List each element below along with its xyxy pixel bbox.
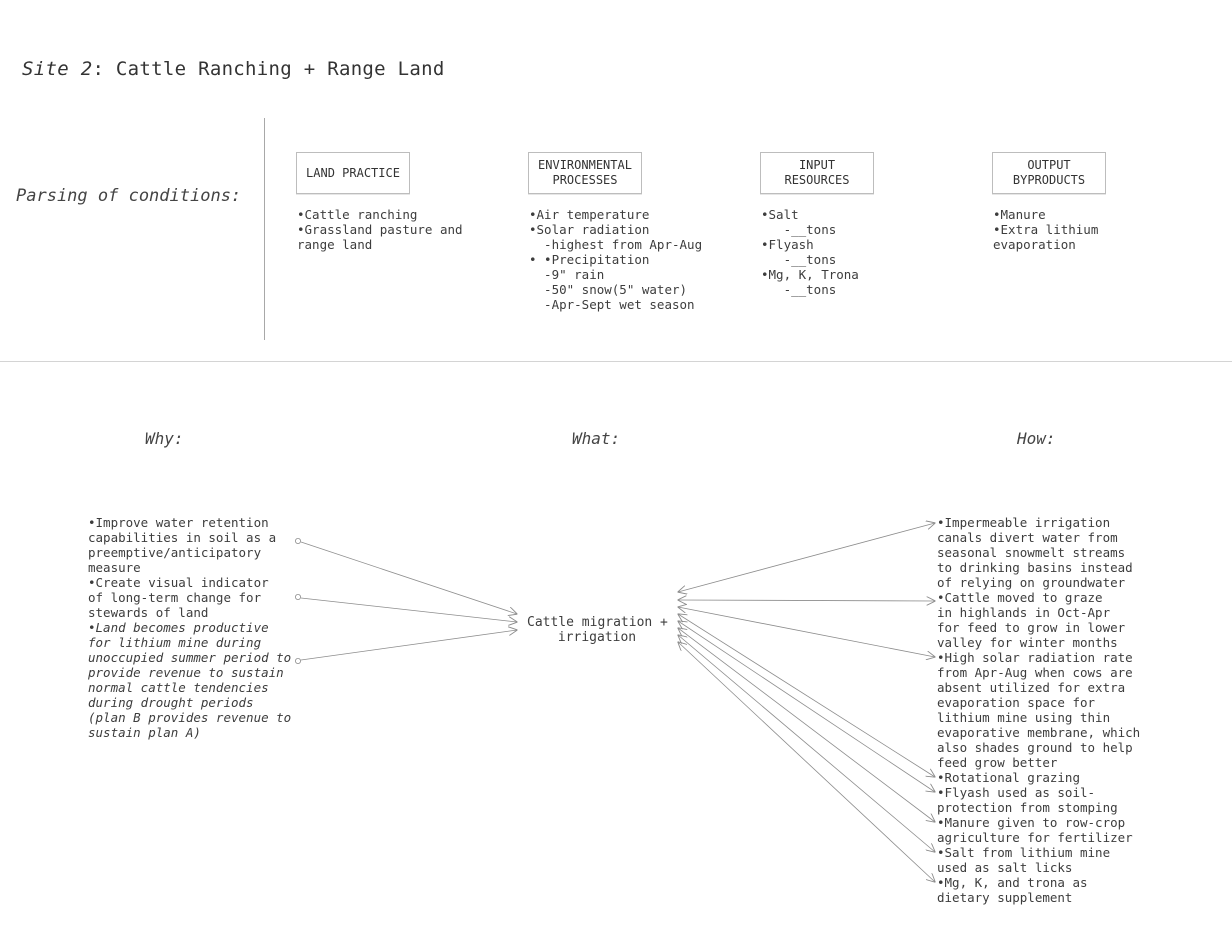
how-connector — [678, 600, 935, 601]
how-item: •Cattle moved to graze in highlands in Oct-Apr for feed to grow in lower valley for winter months — [937, 590, 1126, 650]
why-item: •Create visual indicator of long-term change for stewards of land — [88, 575, 269, 620]
parsing-label: Parsing of conditions: — [16, 186, 242, 206]
why-item: •Land becomes productive for lithium mine during unoccupied summer period to provide revenue to sustain normal cattle tendencies during drought periods (plan B provides revenue to sustain plan A) — [88, 620, 292, 740]
why-connector-origin — [295, 594, 300, 599]
how-connector — [678, 621, 935, 792]
why-connector-origin — [295, 538, 300, 543]
how-connector — [678, 642, 935, 882]
how-item: •High solar radiation rate from Apr-Aug when cows are absent utilized for extra evaporation space for lithium mine using thin evaporative membrane, which also shades ground to help feed grow better — [937, 650, 1141, 770]
how-connector — [678, 628, 935, 822]
how-connector — [678, 523, 935, 592]
how-connector — [678, 614, 935, 777]
why-connectors — [295, 538, 517, 663]
input-resources-list: •Salt -__tons •Flyash -__tons •Mg, K, Trona -__tons — [761, 207, 859, 297]
how-connector — [678, 635, 935, 852]
land-practice-box: LAND PRACTICE — [296, 152, 410, 194]
how-connectors — [678, 523, 935, 882]
input-resources-box: INPUT RESOURCES — [760, 152, 874, 194]
why-connector — [301, 598, 517, 622]
why-connector — [301, 630, 517, 660]
how-connector — [678, 607, 935, 657]
how-item: •Manure given to row-crop agriculture for fertilizer — [937, 815, 1133, 845]
what-heading: What: — [572, 429, 621, 448]
output-byproducts-list: •Manure •Extra lithium evaporation — [993, 207, 1099, 252]
environmental-processes-box: ENVIRONMENTAL PROCESSES — [528, 152, 642, 194]
why-item: •Improve water retention capabilities in soil as a preemptive/anticipatory measure — [88, 515, 277, 575]
site-label: Site 2 — [22, 58, 93, 80]
what-label: Cattle migration + irrigation — [527, 615, 668, 645]
how-item: •Flyash used as soil- protection from stomping — [937, 785, 1118, 815]
how-item: •Rotational grazing — [937, 770, 1080, 785]
why-connector-origin — [295, 658, 300, 663]
how-item: •Impermeable irrigation canals divert water from seasonal snowmelt streams to drinking basins instead of relying on groundwater — [937, 515, 1133, 590]
how-item: •Mg, K, and trona as dietary supplement — [937, 875, 1088, 905]
why-heading: Why: — [145, 429, 184, 448]
why-connector — [301, 542, 517, 614]
land-practice-list: •Cattle ranching •Grassland pasture and range land — [297, 207, 463, 252]
environmental-processes-list: •Air temperature •Solar radiation -highest from Apr-Aug • •Precipitation -9" rain -50" snow(5" water) -Apr-Sept wet season — [529, 207, 703, 312]
site-title: : Cattle Ranching + Range Land — [92, 58, 445, 80]
how-item: •Salt from lithium mine used as salt licks — [937, 845, 1111, 875]
how-heading: How: — [1017, 429, 1056, 448]
output-byproducts-box: OUTPUT BYPRODUCTS — [992, 152, 1106, 194]
